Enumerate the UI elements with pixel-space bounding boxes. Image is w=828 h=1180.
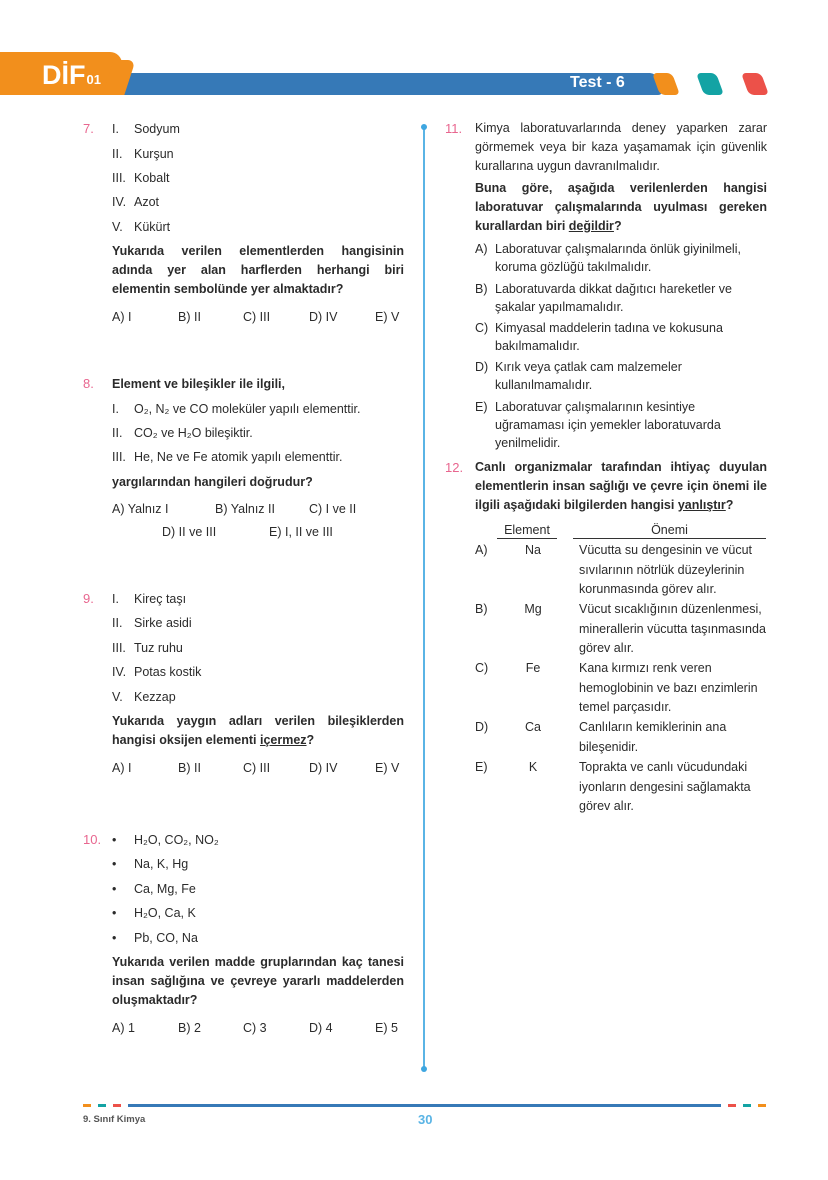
footer-dash-teal — [743, 1104, 751, 1107]
row-letter: D) — [475, 720, 489, 734]
red-shape-icon — [741, 73, 769, 95]
option-b[interactable]: B) II — [178, 310, 201, 324]
question-stem-line1: Yukarıda yaygın adları verilen bileşiklerden — [112, 714, 404, 728]
row-letter: A) — [475, 543, 488, 557]
list-item — [112, 906, 196, 920]
row-description: Vücutta su dengesinin ve vücut sıvılarının nötrlük düzeylerinin korunmasında görev alır. — [579, 543, 753, 596]
logo — [42, 60, 101, 91]
option-b[interactable]: B) II — [178, 761, 201, 775]
list-item — [112, 402, 360, 416]
question-number: 9. — [83, 591, 94, 606]
footer-dash-teal — [98, 1104, 106, 1107]
roman-numeral: III. — [112, 450, 126, 464]
option-text: Laboratuvarda dikkat dağıtıcı hareketler ve şakalar yapılmamalıdır. — [495, 282, 732, 314]
bullet-icon: • — [112, 882, 117, 896]
option-letter: E) — [475, 400, 488, 414]
question-number: 10. — [83, 832, 102, 847]
question-number: 7. — [83, 121, 94, 136]
question-stem: Yukarıda verilen elementlerden hangisinin adında yer alan harflerden herhangi biri elementin sembolünde yer almaktadır? — [112, 244, 404, 296]
list-item — [112, 833, 219, 847]
item-text: Sodyum — [134, 122, 180, 136]
roman-numeral: IV. — [112, 195, 127, 209]
roman-numeral: III. — [112, 641, 126, 655]
logo-sub: 01 — [86, 72, 101, 87]
roman-numeral: III. — [112, 171, 126, 185]
bullet-icon: • — [112, 857, 117, 871]
option-e[interactable]: E) 5 — [375, 1021, 398, 1035]
list-item — [112, 690, 176, 704]
divider-top-dot — [421, 124, 427, 130]
option-text: Laboratuvar çalışmalarında önlük giyinilmeli, koruma gözlüğü takılmalıdır. — [495, 242, 741, 274]
row-description: Toprakta ve canlı vücudundaki iyonların dengesini sağlamakta görev alır. — [579, 760, 751, 813]
question-stem: Yukarıda verilen madde gruplarından kaç tanesi insan sağlığına ve çevreye yararlı maddelerden oluşmaktadır? — [112, 955, 404, 1007]
row-description: Vücut sıcaklığının düzenlenmesi, minerallerin vücutta taşınmasında görev alır. — [579, 602, 766, 655]
roman-numeral: I. — [112, 592, 119, 606]
roman-numeral: I. — [112, 402, 119, 416]
option-e[interactable]: E) V — [375, 310, 400, 324]
option-letter: C) — [475, 321, 489, 335]
option-a[interactable]: A) I — [112, 761, 132, 775]
item-text: H₂O, Ca, K — [134, 906, 196, 920]
table-header-importance: Önemi — [573, 523, 766, 539]
stem-text: Buna göre, aşağıda verilenlerden hangisi laboratuvar çalışmalarında uyulması gereken kurallardan biri — [475, 181, 767, 233]
option-text: Kimyasal maddelerin tadına ve kokusuna bakılmamalıdır. — [495, 321, 723, 353]
bullet-icon: • — [112, 906, 117, 920]
option-letter: B) — [475, 282, 488, 296]
list-item — [112, 882, 196, 896]
item-text: CO₂ ve H₂O bileşiktir. — [134, 426, 253, 440]
question-stem-line2 — [112, 733, 314, 747]
stem-emphasis: yanlıştır — [677, 498, 726, 512]
question-intro: Kimya laboratuvarlarında deney yaparken zarar görmemek veya bir kaza yaşamamak için güvenlik kurallarına uygun davranılmalıdır. — [475, 121, 767, 173]
item-text: Na, K, Hg — [134, 857, 189, 871]
roman-numeral: II. — [112, 616, 123, 630]
bullet-icon: • — [112, 833, 117, 847]
option-text: Kırık veya çatlak cam malzemeler kullanılmamalıdır. — [495, 360, 682, 392]
row-element: Na — [525, 543, 541, 557]
table-header-element: Element — [497, 523, 557, 539]
list-item — [112, 665, 201, 679]
question-number: 11. — [445, 121, 463, 136]
row-description: Canlıların kemiklerinin ana bileşenidir. — [579, 720, 727, 754]
item-text: Azot — [134, 195, 160, 209]
column-divider — [423, 126, 425, 1068]
row-element: Ca — [525, 720, 541, 734]
option-a[interactable]: A) 1 — [112, 1021, 135, 1035]
option-letter: D) — [475, 360, 489, 374]
list-item — [112, 931, 198, 945]
list-item — [112, 171, 169, 185]
item-text: Tuz ruhu — [134, 641, 183, 655]
list-item — [112, 857, 188, 871]
stem-text: ? — [306, 733, 315, 747]
stem-text: ? — [725, 498, 734, 512]
roman-numeral: II. — [112, 147, 123, 161]
row-description: Kana kırmızı renk veren hemoglobinin ve bazı enzimlerin temel parçasıdır. — [579, 661, 758, 714]
list-item — [112, 450, 342, 464]
option-d[interactable]: D) IV — [309, 310, 338, 324]
option-d[interactable]: D) IV — [309, 761, 338, 775]
header-bar — [110, 73, 650, 95]
item-text: Kurşun — [134, 147, 174, 161]
footer-subject: 9. Sınıf Kimya — [83, 1114, 146, 1125]
row-element: Mg — [524, 602, 542, 616]
item-text: O₂, N₂ ve CO moleküler yapılı elementtir. — [134, 402, 361, 416]
option-e[interactable]: E) I, II ve III — [269, 525, 333, 539]
item-text: Pb, CO, Na — [134, 931, 198, 945]
roman-numeral: I. — [112, 122, 119, 136]
row-letter: E) — [475, 760, 488, 774]
roman-numeral: V. — [112, 690, 123, 704]
list-item — [112, 220, 170, 234]
stem-emphasis: değildir — [568, 219, 614, 233]
roman-numeral: II. — [112, 426, 123, 440]
roman-numeral: IV. — [112, 665, 127, 679]
item-text: Kükürt — [134, 220, 171, 234]
item-text: Ca, Mg, Fe — [134, 882, 196, 896]
list-item — [112, 122, 180, 136]
question-stem: yargılarından hangileri doğrudur? — [112, 475, 313, 489]
footer-dash-orange — [83, 1104, 91, 1107]
logo-text: DİF — [42, 60, 86, 90]
list-item — [112, 592, 186, 606]
option-c[interactable]: C) III — [243, 761, 271, 775]
option-a[interactable]: A) Yalnız I — [112, 502, 169, 516]
row-element: Fe — [525, 661, 541, 675]
bullet-icon: • — [112, 931, 117, 945]
item-text: H₂O, CO₂, NO₂ — [134, 833, 219, 847]
footer-line — [128, 1104, 721, 1107]
item-text: Kezzap — [134, 690, 176, 704]
list-item — [112, 147, 174, 161]
question-intro: Element ve bileşikler ile ilgili, — [112, 377, 285, 391]
item-text: He, Ne ve Fe atomik yapılı elementtir. — [134, 450, 343, 464]
stem-text: ? — [613, 219, 622, 233]
question-number: 12. — [445, 460, 464, 475]
item-text: Sirke asidi — [134, 616, 192, 630]
option-d[interactable]: D) 4 — [309, 1021, 333, 1035]
list-item — [112, 641, 183, 655]
item-text: Kireç taşı — [134, 592, 187, 606]
page-number: 30 — [418, 1112, 433, 1127]
stem-text: Canlı organizmalar tarafından ihtiyaç duyulan elementlerin insan sağlığı ve çevre için önemi ile ilgili aşağıdaki bilgilerden hangisi — [475, 460, 767, 512]
option-b[interactable]: B) 2 — [178, 1021, 201, 1035]
stem-text: hangisi oksijen elementi — [112, 733, 260, 747]
footer-dash-red — [728, 1104, 736, 1107]
row-letter: B) — [475, 602, 488, 616]
option-b[interactable]: B) Yalnız II — [215, 502, 275, 516]
option-c[interactable]: C) 3 — [243, 1021, 267, 1035]
option-a[interactable]: A) I — [112, 310, 132, 324]
option-d[interactable]: D) II ve III — [162, 525, 217, 539]
question-stem — [475, 179, 767, 236]
teal-shape-icon — [696, 73, 724, 95]
option-c[interactable]: C) III — [243, 310, 271, 324]
question-number: 8. — [83, 376, 94, 391]
divider-bottom-dot — [421, 1066, 427, 1072]
test-label: Test - 6 — [570, 74, 625, 91]
row-element: K — [528, 760, 538, 774]
footer-dash-orange — [758, 1104, 766, 1107]
list-item — [112, 616, 192, 630]
option-c[interactable]: C) I ve II — [309, 502, 357, 516]
list-item — [112, 426, 253, 440]
option-letter: A) — [475, 242, 488, 256]
item-text: Kobalt — [134, 171, 170, 185]
question-stem — [475, 458, 767, 515]
list-item — [112, 195, 159, 209]
footer-dash-red — [113, 1104, 121, 1107]
item-text: Potas kostik — [134, 665, 202, 679]
stem-emphasis: içermez — [259, 733, 307, 747]
option-text: Laboratuvar çalışmalarının kesintiye uğramaması için yemekler laboratuvarda yenilmelidir. — [495, 400, 721, 450]
option-e[interactable]: E) V — [375, 761, 400, 775]
roman-numeral: V. — [112, 220, 123, 234]
row-letter: C) — [475, 661, 489, 675]
